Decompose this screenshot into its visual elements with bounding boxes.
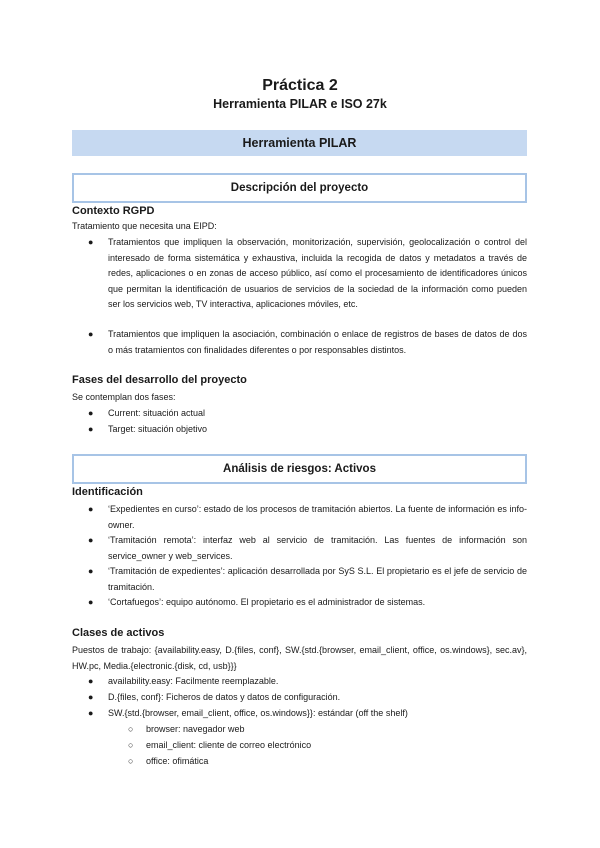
page-title: Práctica 2 <box>262 77 338 94</box>
paragraph-contexto-intro: Tratamiento que necesita una EIPD: <box>72 221 217 231</box>
heading-contexto: Contexto RGPD <box>72 205 155 217</box>
list-item-text: Tratamientos que impliquen la observación, monitorización, supervisión, geolocalización o control del interesado de forma sistemática y exhaustiva, incluida la recogida de datos y metadatos a través de redes, aplicaciones o en zonas de acceso público, así como el procesamiento de identificadores únicos que permitan la identificación de usuarios de servicios de la sociedad de la información como pueden ser los servicios web, TV interactiva, aplicaciones móviles, etc. <box>108 237 527 309</box>
bullet-icon: ● <box>88 708 94 718</box>
sub-list-item-text: office: ofimática <box>146 756 209 766</box>
section-header-descripcion: Descripción del proyecto <box>72 173 527 203</box>
list-item-text: ‘Expedientes en curso’: estado de los procesos de tramitación abiertos. La fuente de información es info-owner. <box>108 504 527 530</box>
list-item-text: Tratamientos que impliquen la asociación, combinación o enlace de registros de bases de datos de dos o más tratamientos con finalidades diferentes o por responsables distintos. <box>108 329 527 355</box>
list-item <box>88 533 527 564</box>
bullet-icon: ● <box>88 237 94 247</box>
list-item <box>88 422 527 438</box>
section-header-analisis: Análisis de riesgos: Activos <box>72 454 527 484</box>
list-item <box>88 674 527 690</box>
list-item <box>88 406 527 422</box>
list-item <box>88 235 527 313</box>
bullet-icon: ● <box>88 535 94 545</box>
heading-clases: Clases de activos <box>72 627 165 639</box>
list-item <box>88 502 527 533</box>
circle-bullet-icon: ○ <box>128 756 134 766</box>
sub-list-item-text: email_client: cliente de correo electrónico <box>146 740 312 750</box>
circle-bullet-icon: ○ <box>128 740 134 750</box>
list-item-text: Current: situación actual <box>108 408 206 418</box>
list-item-text: D.{files, conf}: Ficheros de datos y datos de configuración. <box>108 692 341 702</box>
bullet-icon: ● <box>88 676 94 686</box>
list-item <box>88 595 527 611</box>
sub-list-item <box>128 722 245 738</box>
bullet-icon: ● <box>88 566 94 576</box>
circle-bullet-icon: ○ <box>128 724 134 734</box>
sub-list-item <box>128 738 312 754</box>
list-item-text: Target: situación objetivo <box>108 424 208 434</box>
list-item-text: ‘Tramitación de expedientes’: aplicación desarrollada por SyS S.L. El propietario es el jefe de servicio de tramitación. <box>108 566 527 592</box>
list-item <box>88 690 527 706</box>
list-item-text: availability.easy: Facilmente reemplazable. <box>108 676 279 686</box>
bullet-icon: ● <box>88 408 94 418</box>
heading-fases: Fases del desarrollo del proyecto <box>72 374 247 386</box>
list-item-text: SW.{std.{browser, email_client, office, os.windows}}: estándar (off the shelf) <box>108 708 408 718</box>
bullet-icon: ● <box>88 329 94 339</box>
list-item-text: ‘Cortafuegos’: equipo autónomo. El propietario es el administrador de sistemas. <box>108 597 426 607</box>
bullet-icon: ● <box>88 597 94 607</box>
heading-identificacion: Identificación <box>72 486 143 498</box>
paragraph-clases-intro: Puestos de trabajo: {availability.easy, D.{files, conf}, SW.{std.{browser, email_client, office, os.windows}, sec.av}, HW.pc, Media.{electronic.{disk, cd, usb}}} <box>72 645 527 671</box>
section-band-title: Herramienta PILAR <box>72 130 527 156</box>
paragraph-fases-intro: Se contemplan dos fases: <box>72 392 176 402</box>
page-subtitle: Herramienta PILAR e ISO 27k <box>213 97 387 111</box>
sub-list-item <box>128 754 209 770</box>
bullet-icon: ● <box>88 424 94 434</box>
list-item-text: ‘Tramitación remota’: interfaz web al servicio de tramitación. Las fuentes de información son service_owner y web_services. <box>108 535 527 561</box>
bullet-icon: ● <box>88 504 94 514</box>
list-item <box>88 564 527 595</box>
sub-list-item-text: browser: navegador web <box>146 724 245 734</box>
bullet-icon: ● <box>88 692 94 702</box>
list-item <box>88 706 527 722</box>
list-item <box>88 327 527 358</box>
